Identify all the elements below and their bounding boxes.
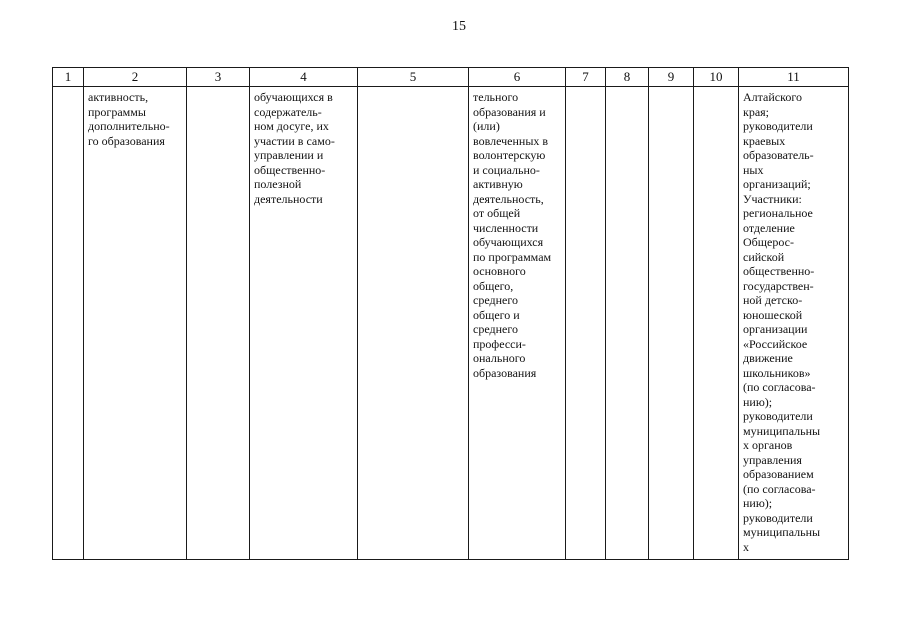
column-header-9: 9: [649, 68, 694, 87]
table-cell-col-6: [469, 87, 566, 560]
cell-text-col-2: активность, программы дополнительно- го образования: [88, 90, 170, 148]
cell-text-col-9: [649, 87, 693, 90]
column-header-7: 7: [566, 68, 606, 87]
column-header-4: 4: [250, 68, 358, 87]
page-number: 15: [452, 19, 466, 34]
table-cell-col-2: [84, 87, 187, 560]
column-header-5: 5: [358, 68, 469, 87]
cell-text-col-1: [53, 87, 83, 90]
column-header-8: 8: [606, 68, 649, 87]
cell-text-col-5: [358, 87, 468, 90]
table-cell-col-10: [694, 87, 739, 560]
table-cell-col-5: [358, 87, 469, 560]
table-cell-col-3: [187, 87, 250, 560]
column-header-11: 11: [739, 68, 849, 87]
column-header-3: 3: [187, 68, 250, 87]
table-cell-col-1: [53, 87, 84, 560]
cell-text-col-8: [606, 87, 648, 90]
cell-text-col-7: [566, 87, 605, 90]
cell-text-col-10: [694, 87, 738, 90]
column-header-6: 6: [469, 68, 566, 87]
column-header-10: 10: [694, 68, 739, 87]
cell-text-col-3: [187, 87, 249, 90]
table-cell-col-8: [606, 87, 649, 560]
header-row: [53, 68, 849, 87]
document-table: [52, 67, 849, 560]
cell-text-col-6: тельного образования и (или) вовлеченных в волонтерскую и социально- активную деятельность, от общей численности обучающихся по программам основного общего, среднего общего и среднего професси- онального образования: [473, 90, 552, 380]
column-header-2: 2: [84, 68, 187, 87]
cell-text-col-11: Алтайского края; руководители краевых образователь- ных организаций; Участники: региональное отделение Общерос- сийской общественно- государствен- ной детско- юношеской организации «Российское движение школьников» (по согласова- нию); руководители муниципальны х органов управления образованием (по согласова- нию); руководители муниципальны х: [743, 90, 821, 554]
table-cell-col-4: [250, 87, 358, 560]
table-row: [53, 87, 849, 560]
table-cell-col-11: [739, 87, 849, 560]
table-cell-col-9: [649, 87, 694, 560]
column-header-1: 1: [53, 68, 84, 87]
cell-text-col-4: обучающихся в содержатель- ном досуге, их участии в само- управлении и общественно- полезной деятельности: [254, 90, 335, 206]
table-cell-col-7: [566, 87, 606, 560]
